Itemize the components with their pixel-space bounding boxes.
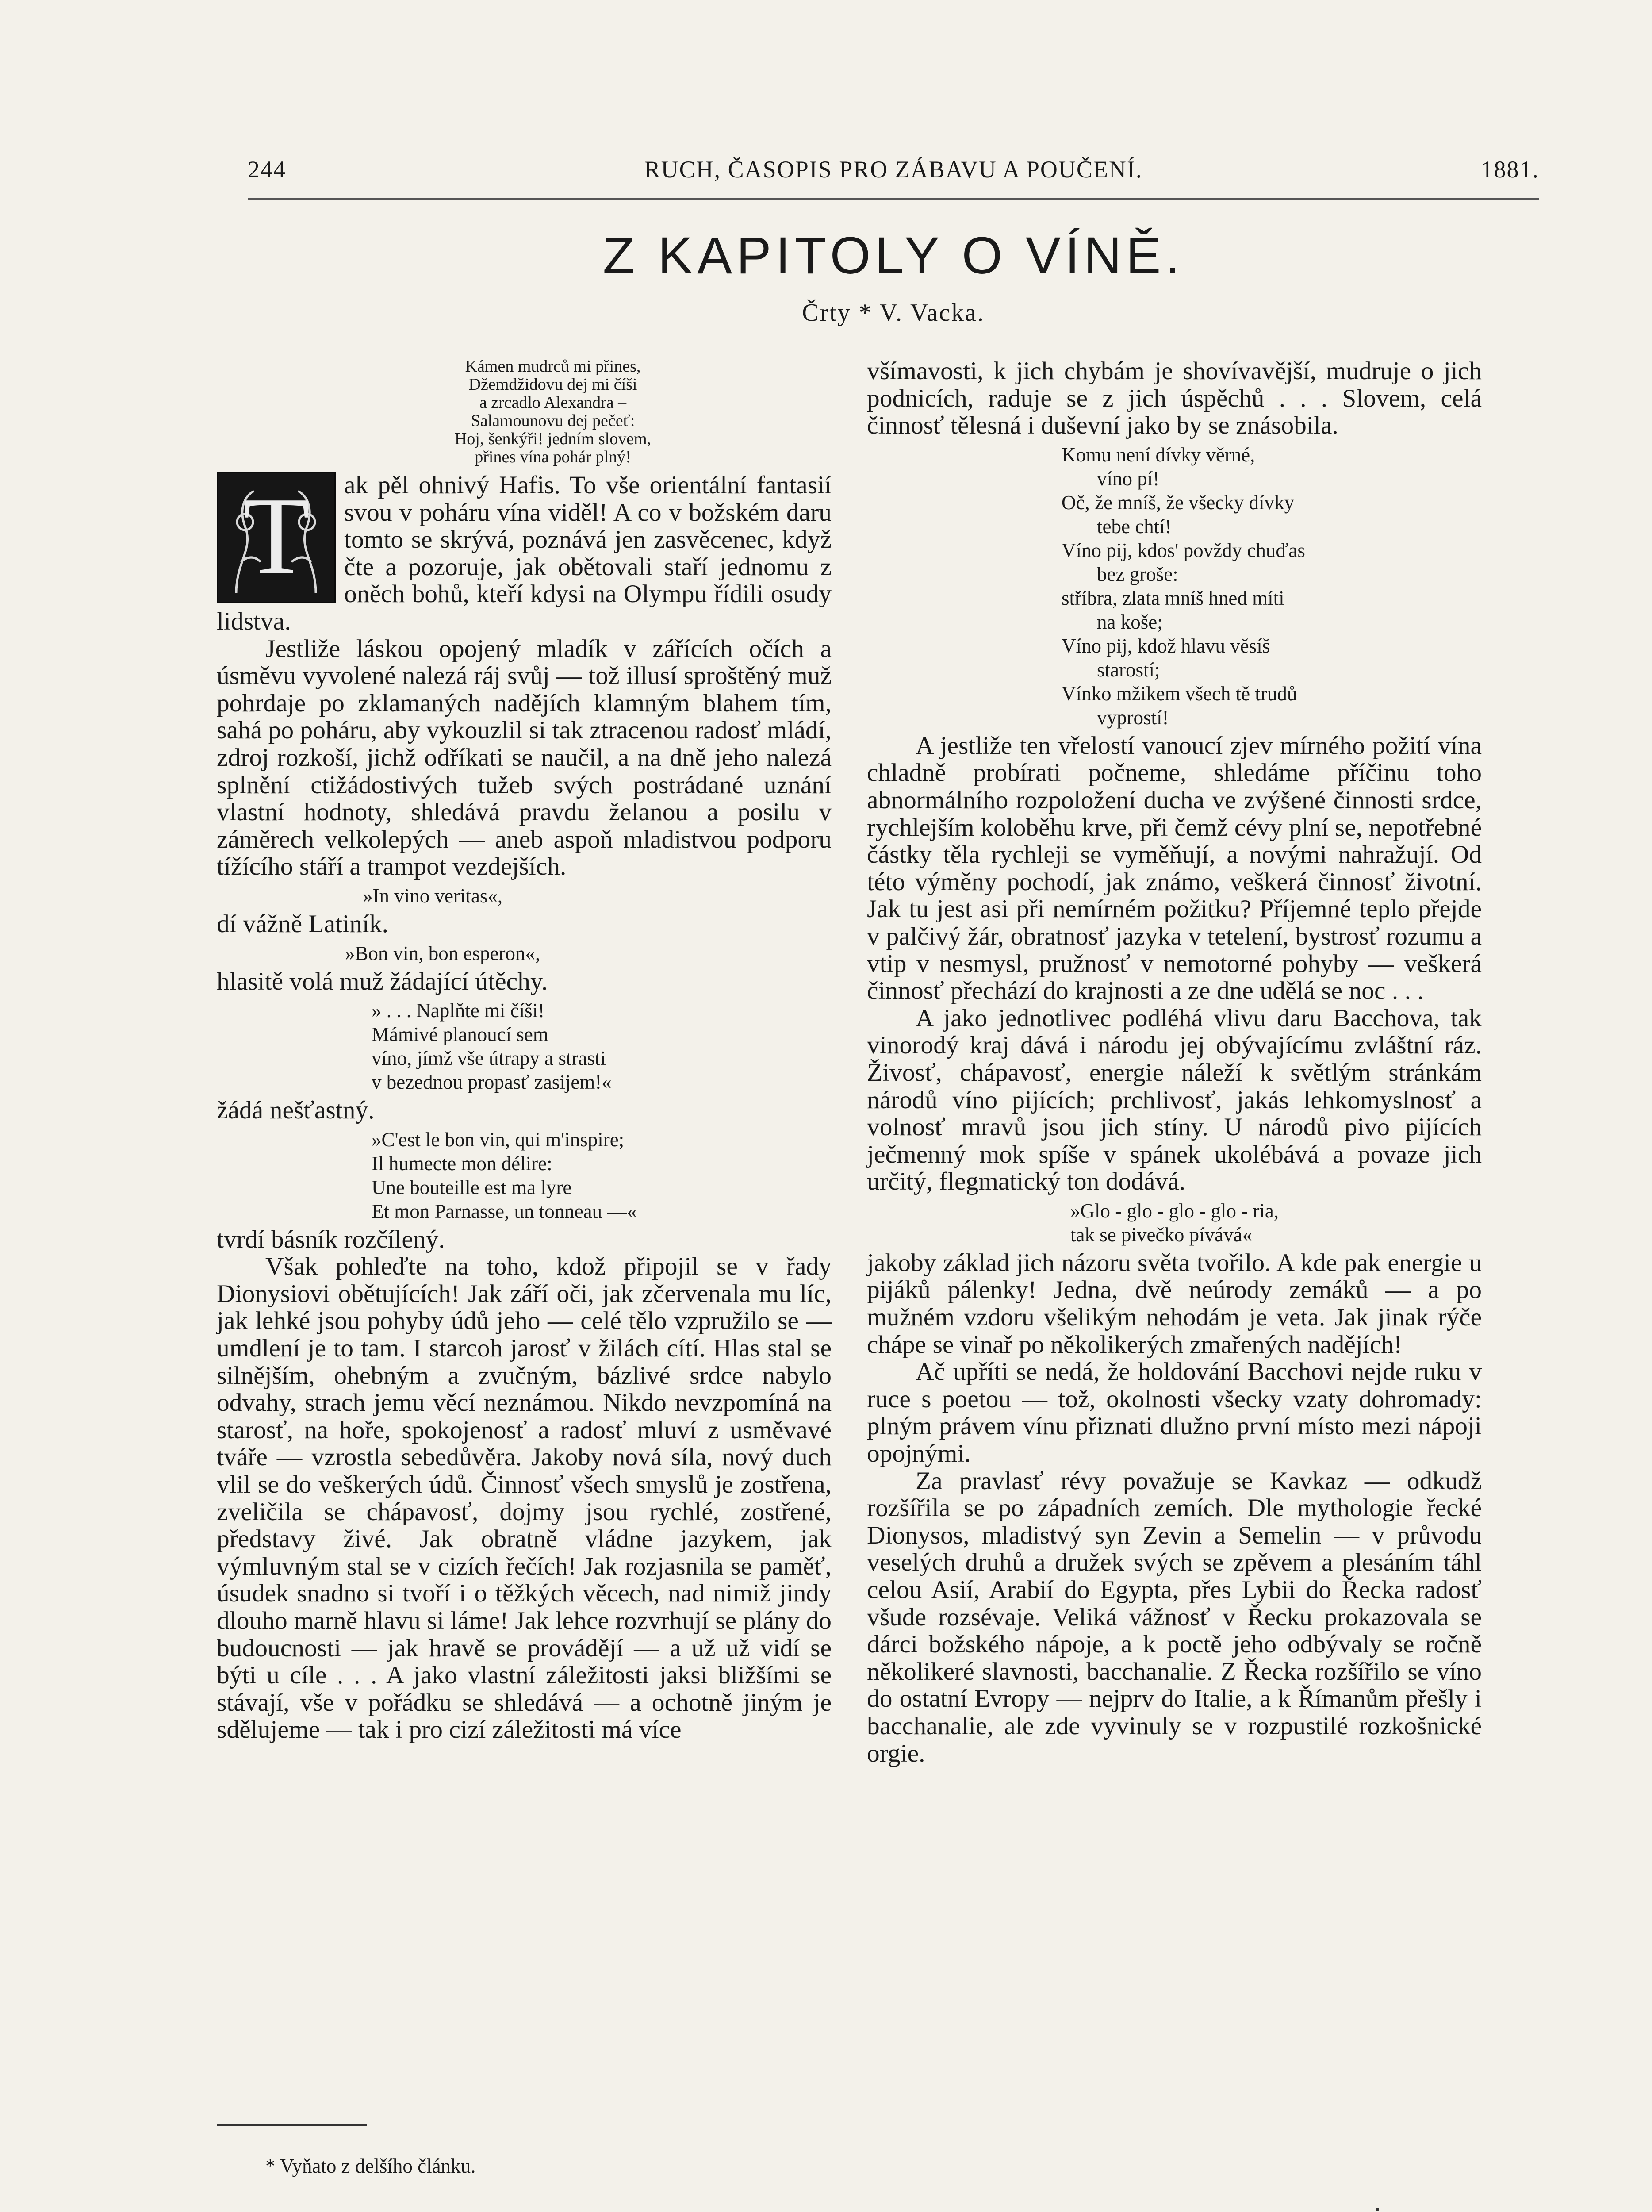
verse-line: » . . . Naplňte mi číši! bbox=[372, 999, 545, 1022]
verse-line: Oč, že mníš, že všecky dívky bbox=[1062, 491, 1295, 514]
verse-quote bbox=[867, 1199, 1482, 1247]
verse-line: Une bouteille est ma lyre bbox=[372, 1176, 572, 1198]
verse-line: Mámivé planoucí sem bbox=[372, 1023, 548, 1046]
quote-caption: tvrdí básník rozčílený. bbox=[217, 1225, 445, 1253]
quote-caption: hlasitě volá muž žádající útěchy. bbox=[217, 967, 548, 995]
epigraph-line: přines vína pohár plný! bbox=[475, 448, 631, 466]
verse-line: Víno pij, kdož hlavu věsíš bbox=[1062, 634, 1270, 657]
quote: »In vino veritas«, bbox=[363, 884, 503, 907]
header-rule bbox=[248, 198, 1539, 200]
paragraph: Jestliže láskou opojený mladík v zářících očích a úsměvu vyvolené nalezá ráj svůj — tož illusí sproštěný muž pohrdaje po zklamaných nadějích klamným blahem tím, sahá po poháru, aby vykouzlil si tak ztracenou radosť mládí, zdroj rozkoší, jichž odříkati se naučil, a na dně jeho nalezá splnění ctižádostivých tužeb svých postrádané uznání vlastní hodnoty, shledává pravdu želanou a posilu v záměrech velkolepých — aneb aspoň mladistvou podporu tížícího stáří a trampot vezdejších. bbox=[217, 634, 832, 881]
article-subtitle: Črty * V. Vacka. bbox=[802, 299, 985, 326]
epigraph-line: Džemdžidovu dej mi číši bbox=[468, 375, 637, 394]
quote-caption: žádá nešťastný. bbox=[217, 1096, 375, 1125]
ornamental-drop-cap bbox=[217, 472, 336, 603]
paragraph: všímavosti, k jich chybám je shovívavější, mudruje o jich podnicích, raduje se z jich úspěchů . . . Slovem, celá činnosť tělesná i duševní jako by se znásobila. bbox=[867, 357, 1482, 440]
verse-line: Et mon Parnasse, un tonneau —« bbox=[372, 1200, 637, 1222]
paragraph: A jako jednotlivec podléhá vlivu daru Bacchova, tak vinorodý kraj dává i národu jej obývajícímu zvláštní ráz. Živosť, chápavosť, energie náleží k světlým stránkám národů víno pijících; prchlivosť, jakás lehkomyslnosť a volnosť mravů jsou jich stíny. U národů pivo pijících ječmenný mok spíše v spánek ukolébává a povaze jich určitý, flegmatický ton dodává. bbox=[867, 1004, 1482, 1196]
header-year: 1881. bbox=[1481, 156, 1539, 183]
quote: »Bon vin, bon esperon«, bbox=[345, 942, 540, 964]
epigraph-line: Kámen mudrců mi přines, bbox=[465, 357, 641, 376]
verse-line: »C'est le bon vin, qui m'inspire; bbox=[372, 1128, 625, 1151]
verse-line: vyprostí! bbox=[1097, 706, 1169, 729]
article-title: Z KAPITOLY O VÍNĚ. bbox=[602, 227, 1184, 285]
epigraph bbox=[438, 357, 668, 466]
paragraph: Ač upříti se nedá, že holdování Bacchovi nejde ruku v ruce s poetou — tož, okolnosti všecky vzaty dohromady: plným právem vínu přiznati dlužno první místo mezi nápoji opojnými. bbox=[867, 1358, 1482, 1468]
verse-quote bbox=[217, 998, 832, 1094]
epigraph-line: Hoj, šenkýři! jedním slovem, bbox=[454, 430, 652, 448]
epigraph-line: a zrcadlo Alexandra – bbox=[479, 393, 627, 412]
verse-line: Komu není dívky věrné, bbox=[1062, 443, 1255, 466]
verse-line: stříbra, zlata mníš hned míti bbox=[1062, 587, 1284, 609]
verse-line: »Glo - glo - glo - glo - ria, bbox=[1070, 1199, 1279, 1222]
verse-line: tebe chtí! bbox=[1097, 515, 1172, 538]
page-header bbox=[248, 156, 1539, 196]
footnote: * Vyňato z delšího článku. bbox=[265, 2155, 476, 2177]
ink-speck bbox=[1376, 2208, 1379, 2211]
left-column bbox=[217, 357, 832, 1743]
paragraph bbox=[217, 472, 832, 635]
verse-quote bbox=[217, 1128, 832, 1223]
paragraph: Za pravlasť révy považuje se Kavkaz — odkudž rozšířila se po západních zemích. Dle mythologie řecké Dionysos, mladistvý syn Zevin a Semelin — v průvodu veselých druhů a družek svých se zpěvem a plesáním táhl celou Asií, Arabií do Egypta, přes Lybii do Řecka radosť všude rozsévaje. Veliká vážnosť v Řecku prokazovala se dárci božského nápoje, a k poctě jeho odbývaly se ročně několikeré slavnosti, bacchanalie. Z Řecka rozšířilo se víno do ostatní Evropy — nejprv do Italie, a k Římanům přešly i bacchanalie, ale zde vyvinuly se v rozpustilé rozkošnické orgie. bbox=[867, 1467, 1482, 1767]
verse-line: Vínko mžikem všech tě trudů bbox=[1062, 682, 1297, 705]
paragraph: A jestliže ten vřelostí vanoucí zjev mírného požití vína chladně probírati počneme, shledáme příčinu toho abnormálního rozpoložení ducha ve zvýšené činnosti srdce, rychlejším koloběhu krve, při čemž cévy plní se, nepotřebné částky těla rychleji se vyměňují, a novými nahražují. Od této výměny pochodí, jak známo, veškerá činnosť životní. Jak tu jest asi při nemírném požitku? Příjemné teplo přejde v palčivý žár, obratnosť jazyka v tetelení, bystrosť rozumu a vtip v nesmysl, pružnosť v nemotorné pohyby — veškerá činnosť přechází do krajnosti a ze dne udělá se noc . . . bbox=[867, 731, 1482, 1005]
verse-line: bez groše: bbox=[1097, 563, 1178, 585]
footnote-rule bbox=[217, 2124, 367, 2126]
verse-line: v bezednou propasť zasijem!« bbox=[372, 1071, 612, 1094]
page-number: 244 bbox=[248, 156, 286, 183]
verse-line: starostí; bbox=[1097, 658, 1160, 681]
paragraph: jakoby základ jich názoru světa tvořilo. A kde pak energie u pijáků pálenky! Jedna, dvě neúrody zemáků — a po mužném vzdoru všelikým nehodám je veta. Jak jinak rýče chápe se vinař po několikerých zmařených nadějích! bbox=[867, 1248, 1482, 1359]
first-paragraph-text: ak pěl ohnivý Hafis. To vše orientální fantasií svou v poháru vína viděl! A co v božském daru tomto se skrývá, poznává jen zasvěcenec, když čte a pozoruje, jak obětovali staří jednomu z oněch bohů, kteří kdysi na Olympu řídili osudy lidstva. bbox=[217, 471, 832, 635]
verse-line: víno, jímž vše útrapy a strasti bbox=[372, 1047, 606, 1070]
verse-line: Víno pij, kdos' povždy chuďas bbox=[1062, 539, 1305, 561]
verse-line: víno pí! bbox=[1097, 467, 1160, 490]
verse-line: Il humecte mon délire: bbox=[372, 1152, 552, 1175]
verse-poem bbox=[867, 443, 1482, 730]
epigraph-line: Salamounovu dej pečeť: bbox=[471, 411, 635, 430]
right-column bbox=[867, 357, 1482, 1767]
verse-line: na koše; bbox=[1097, 611, 1163, 633]
running-title: RUCH, ČASOPIS PRO ZÁBAVU A POUČENÍ. bbox=[644, 156, 1143, 183]
drop-cap-letter: T bbox=[242, 475, 310, 597]
verse-line: tak se pivečko pívává« bbox=[1070, 1223, 1253, 1246]
paragraph: Však pohleďte na toho, kdož připojil se v řady Dionysiovi obětujících! Jak září oči, jak zčervenala mu líc, jak lehké jsou pohyby údů jeho — celé tělo vzpružilo se — umdlení je to tam. I starcoh jarosť v žilách cítí. Hlas stal se silnějším, ohebným a zvučným, bázlivé srdce nabylo odvahy, strach jemu věcí neznámou. Nikdo nevzpomíná na starosť, na hoře, spokojenosť a radosť mluví z usměvavé tváře — vzrostla sebedůvěra. Jakoby nová síla, nový duch vlil se do veškerých údů. Činnosť všech smyslů je zostřena, zveličila se chápavosť, dojmy jsou rychlé, zostřené, představy živé. Jak obratně vládne jazykem, jak výmluvným stal se v cizích řečích! Jak rozjasnila se paměť, úsudek snadno si tvoří i o těžkých věcech, nad nimiž jindy dlouho marně hlavu si láme! Jak lehce rozvrhují se plány do budoucnosti — jak hravě se provádějí — a už už vidí se býti u cíle . . . A jako vlastní záležitosti jaksi bližšími se stávají, vše v pořádku se shledává — a ochotně jiným je sdělujeme — tak i pro cizí záležitosti má více bbox=[217, 1252, 832, 1744]
quote-caption: dí vážně Latiník. bbox=[217, 910, 388, 938]
